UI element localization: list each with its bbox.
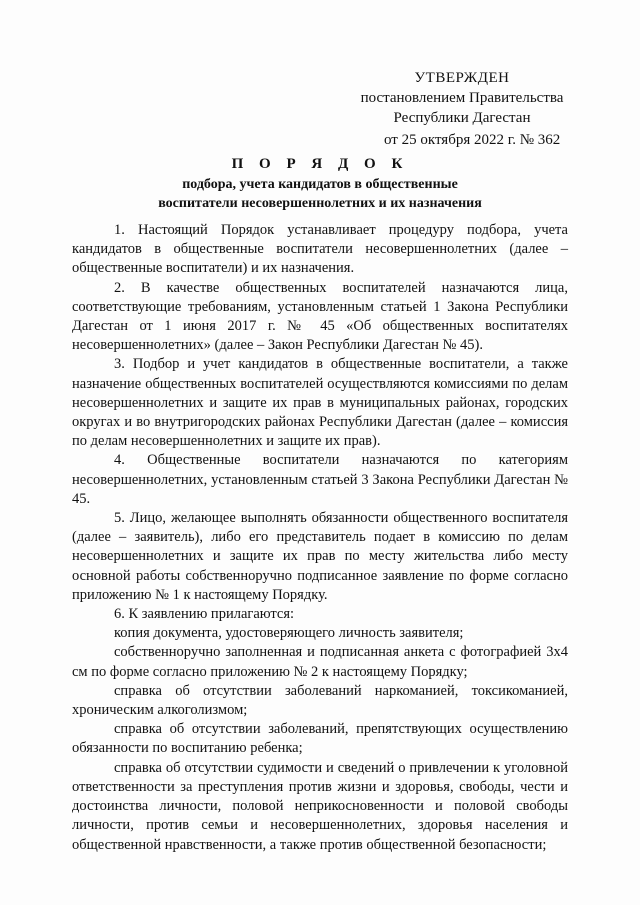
- title-word: П О Р Я Д О К: [231, 156, 409, 172]
- document-body: [72, 221, 568, 855]
- title-subtitle-2: воспитатели несовершеннолетних и их назначения: [158, 196, 482, 211]
- paragraph-3: 3. Подбор и учет кандидатов в общественные воспитатели, а также назначение общественных воспитателей осуществляются комиссиями по делам несовершеннолетних и защите их прав в муниципальных районах, городских округах и во внутригородских районах Республики Дагестан (далее – комиссия по делам несовершеннолетних и защите их прав).: [72, 356, 568, 450]
- paragraph-4: 4. Общественные воспитатели назначаются по категориям несовершеннолетних, установленным статьей 3 Закона Республики Дагестан № 45.: [72, 452, 568, 507]
- paragraph-5: 5. Лицо, желающее выполнять обязанности общественного воспитателя (далее – заявитель), либо его представитель подает в комиссию по делам несовершеннолетних и защите их прав по месту жительства либо месту основной работы собственноручно подписанное заявление по форме согласно приложению № 1 к настоящему Порядку.: [72, 510, 568, 603]
- document-title: [0, 153, 640, 213]
- decree-date: от 25 октября 2022 г. № 362: [384, 132, 561, 148]
- paragraph-2: 2. В качестве общественных воспитателей назначаются лица, соответствующие требованиям, установленным статьей 1 Закона Республики Дагестан от 1 июня 2017 г. № 45 «Об общественных воспитателях несовершеннолетних» (далее – Закон Республики Дагестан № 45).: [72, 279, 568, 354]
- paragraph-1: 1. Настоящий Порядок устанавливает процедуру подбора, учета кандидатов в общественные воспитатели несовершеннолетних (далее – общественные воспитатели) и их назначения.: [72, 222, 568, 277]
- approved-line-2: Республики Дагестан: [393, 110, 531, 126]
- approval-stamp: [352, 68, 572, 128]
- paragraph-6: 6. К заявлению прилагаются:: [114, 606, 295, 623]
- list-item-health-certificate: справка об отсутствии заболеваний, препятствующих осуществлению обязанности по воспитанию ребенка;: [72, 721, 568, 757]
- list-item-passport-copy: копия документа, удостоверяющего личность заявителя;: [114, 625, 464, 642]
- title-subtitle-1: подбора, учета кандидатов в общественные: [182, 177, 458, 192]
- approved-word: УТВЕРЖДЕН: [414, 70, 510, 86]
- list-item-questionnaire: собственноручно заполненная и подписанная анкета с фотографией 3х4 см по форме согласно приложению № 2 к настоящему Порядку;: [72, 644, 568, 680]
- approved-line-1: постановлением Правительства: [360, 90, 564, 106]
- list-item-addiction-certificate: справка об отсутствии заболеваний наркоманией, токсикоманией, хроническим алкоголизмом;: [72, 682, 568, 719]
- list-item-criminal-record-certificate: справка об отсутствии судимости и сведений о привлечении к уголовной ответственности за преступления против жизни и здоровья, свободы, чести и достоинства личности, половой неприкосновенности и половой свободы личности, против семьи и несовершеннолетних, здоровья населения и общественной нравственности, а также против общественной безопасности;: [72, 759, 568, 853]
